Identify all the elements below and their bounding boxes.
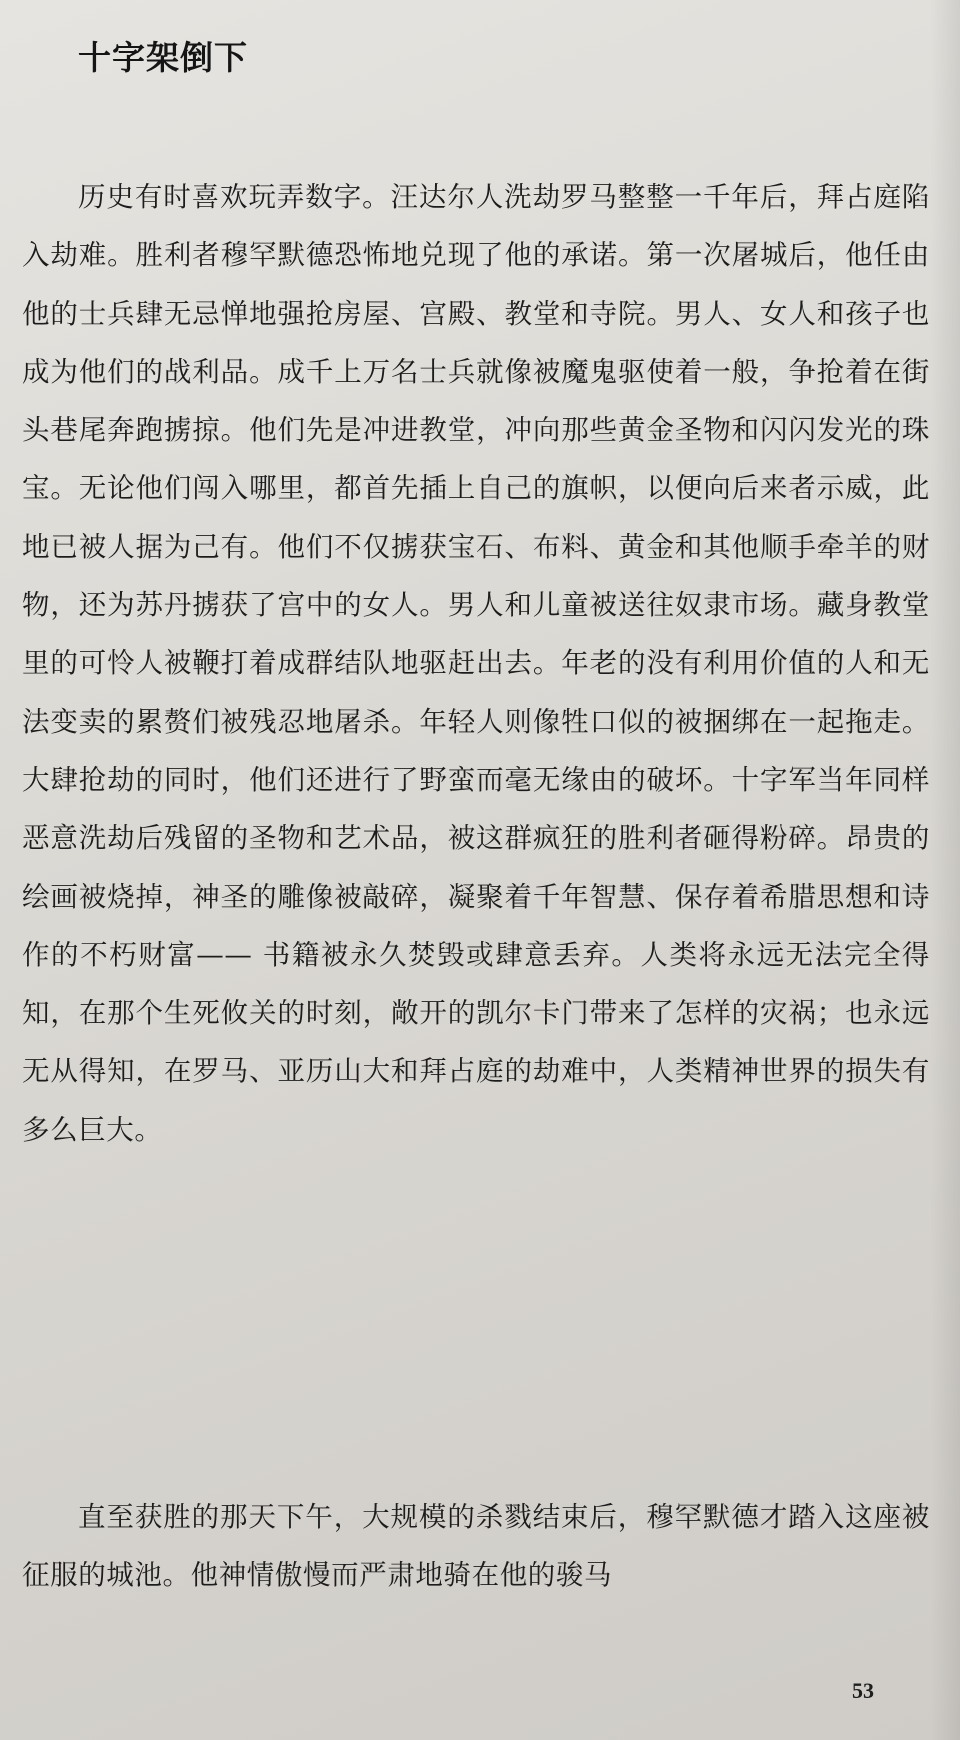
page-edge-shadow (930, 0, 960, 1740)
page-number: 53 (852, 1678, 874, 1703)
paragraph-1: 历史有时喜欢玩弄数字。汪达尔人洗劫罗马整整一千年后，拜占庭陷入劫难。胜利者穆罕默德恐怖地兑现了他的承诺。第一次屠城后，他任由他的士兵肆无忌惮地强抢房屋、宫殿、教堂和寺院。男人、女人和孩子也成为他们的战利品。成千上万名士兵就像被魔鬼驱使着一般，争抢着在街头巷尾奔跑掳掠。他们先是冲进教堂，冲向那些黄金圣物和闪闪发光的珠宝。无论他们闯入哪里，都首先插上自己的旗帜，以便向后来者示威，此地已被人据为己有。他们不仅掳获宝石、布料、黄金和其他顺手牵羊的财物，还为苏丹掳获了宫中的女人。男人和儿童被送往奴隶市场。藏身教堂里的可怜人被鞭打着成群结队地驱赶出去。年老的没有利用价值的人和无法变卖的累赘们被残忍地屠杀。年轻人则像牲口似的被捆绑在一起拖走。大肆抢劫的同时，他们还进行了野蛮而毫无缘由的破坏。十字军当年同样恶意洗劫后残留的圣物和艺术品，被这群疯狂的胜利者砸得粉碎。昂贵的绘画被烧掉，神圣的雕像被敲碎，凝聚着千年智慧、保存着希腊思想和诗作的不朽财富—— 书籍被永久焚毁或肆意丢弃。人类将永远无法完全得知，在那个生死攸关的时刻，敞开的凯尔卡门带来了怎样的灾祸；也永远无从得知，在罗马、亚历山大和拜占庭的劫难中，人类精神世界的损失有多么巨大。 (22, 181, 930, 1146)
paragraph-2: 直至获胜的那天下午，大规模的杀戮结束后，穆罕默德才踏入这座被征服的城池。他神情傲慢而严肃地骑在他的骏马 (22, 1501, 930, 1592)
chapter-title: 十字架倒下 (78, 38, 248, 77)
